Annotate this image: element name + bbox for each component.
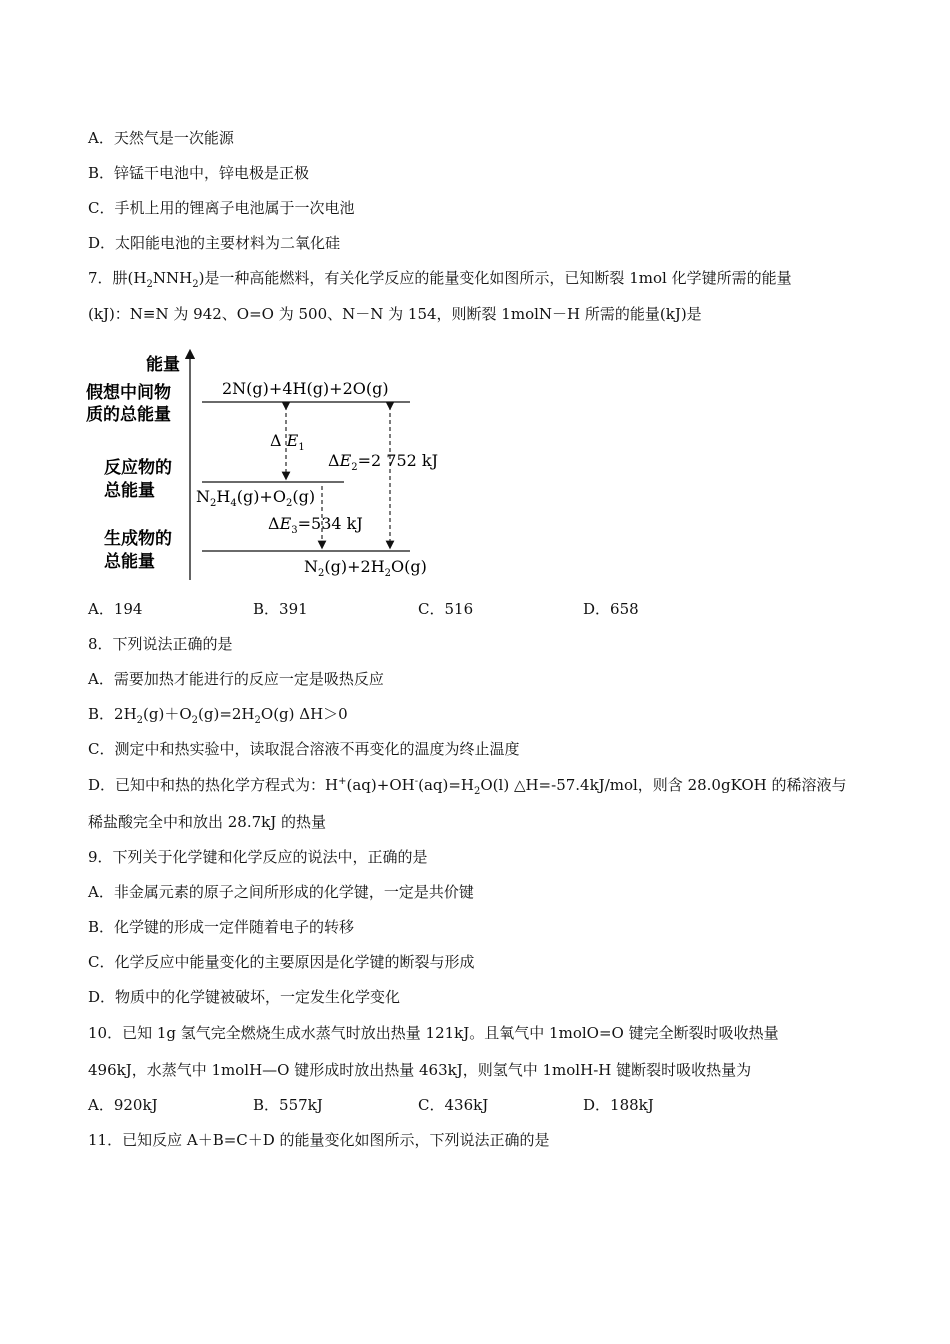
q10-options bbox=[88, 1095, 788, 1115]
label-intermediate-2: 质的总能量 bbox=[86, 405, 171, 425]
q11-stem: 11．已知反应 A＋B=C＋D 的能量变化如图所示，下列说法正确的是 bbox=[88, 1131, 550, 1149]
q10-option-b: B．557kJ bbox=[253, 1096, 323, 1114]
q9-option-c: C．化学反应中能量变化的主要原因是化学键的断裂与形成 bbox=[88, 953, 475, 971]
axis-label-energy: 能量 bbox=[146, 355, 180, 375]
q7-stem-line2: (kJ)：N≡N 为 942、O=O 为 500、N－N 为 154，则断裂 1molN－H 所需的能量(kJ)是 bbox=[88, 305, 702, 323]
label-reactant-1: 反应物的 bbox=[104, 458, 172, 478]
q7-option-a: A．194 bbox=[88, 600, 143, 618]
q7-option-d: D．658 bbox=[583, 600, 639, 618]
q9-stem: 9．下列关于化学键和化学反应的说法中，正确的是 bbox=[88, 848, 428, 866]
label-product-2: 总能量 bbox=[104, 552, 155, 572]
label-delta-e1: Δ $E_1$ bbox=[270, 431, 305, 453]
q7-option-b: B．391 bbox=[253, 600, 308, 618]
q8-option-a: A．需要加热才能进行的反应一定是吸热反应 bbox=[88, 670, 384, 688]
species-reactant: $N_2H_4(g)+O_2(g)$ bbox=[196, 487, 316, 509]
species-product: $N_2(g)+2H_2O(g)$ bbox=[304, 557, 427, 579]
energy-diagram bbox=[82, 348, 452, 584]
q7-option-c: C．516 bbox=[418, 600, 474, 618]
q8-option-d-line2: 稀盐酸完全中和放出 28.7kJ 的热量 bbox=[88, 813, 327, 831]
q10-option-d: D．188kJ bbox=[583, 1096, 654, 1114]
q10-stem-line2: 496kJ，水蒸气中 1molH—O 键形成时放出热量 463kJ，则氢气中 1molH-H 键断裂时吸收热量为 bbox=[88, 1061, 752, 1079]
label-delta-e2: $\Delta E_2=2$ 752 kJ bbox=[328, 451, 439, 473]
q9-option-b: B．化学键的形成一定伴随着电子的转移 bbox=[88, 918, 355, 936]
q8-option-c: C．测定中和热实验中，读取混合溶液不再变化的温度为终止温度 bbox=[88, 740, 520, 758]
q6-option-c: C．手机上用的锂离子电池属于一次电池 bbox=[88, 199, 355, 217]
q8-option-d: D．已知中和热的热化学方程式为：$H^+(aq)+OH^-(aq)=H_2O(l)$ △H=-57.4kJ/mol，则含 28.0gKOH 的稀溶液与 bbox=[88, 776, 847, 797]
species-intermediate: 2N(g)+4H(g)+2O(g) bbox=[222, 379, 389, 398]
q6-option-a: A．天然气是一次能源 bbox=[88, 129, 234, 147]
label-delta-e3: $\Delta E_3=534$ kJ bbox=[268, 514, 363, 536]
q6-option-b: B．锌锰干电池中，锌电极是正极 bbox=[88, 164, 310, 182]
q6-option-d: D．太阳能电池的主要材料为二氧化硅 bbox=[88, 234, 341, 252]
label-product-1: 生成物的 bbox=[104, 529, 172, 549]
q8-stem: 8．下列说法正确的是 bbox=[88, 635, 233, 653]
q9-option-d: D．物质中的化学键被破坏，一定发生化学变化 bbox=[88, 988, 401, 1006]
q9-option-a: A．非金属元素的原子之间所形成的化学键，一定是共价键 bbox=[88, 883, 474, 901]
q8-option-b: B．$2H_2(g)+O_2(g)=2H_2O(g)$ ΔH＞0 bbox=[88, 705, 348, 726]
q10-stem: 10．已知 1g 氢气完全燃烧生成水蒸气时放出热量 121kJ。且氧气中 1molO=O 键完全断裂时吸收热量 bbox=[88, 1024, 779, 1042]
label-intermediate-1: 假想中间物 bbox=[86, 383, 171, 403]
label-reactant-2: 总能量 bbox=[104, 481, 155, 501]
q10-option-c: C．436kJ bbox=[418, 1096, 489, 1114]
q10-option-a: A．920kJ bbox=[88, 1096, 158, 1114]
q7-stem: 7．肼$(H_2NNH_2)$是一种高能燃料，有关化学反应的能量变化如图所示，已知断裂 1mol 化学键所需的能量 bbox=[88, 269, 792, 290]
q7-options bbox=[88, 599, 788, 619]
